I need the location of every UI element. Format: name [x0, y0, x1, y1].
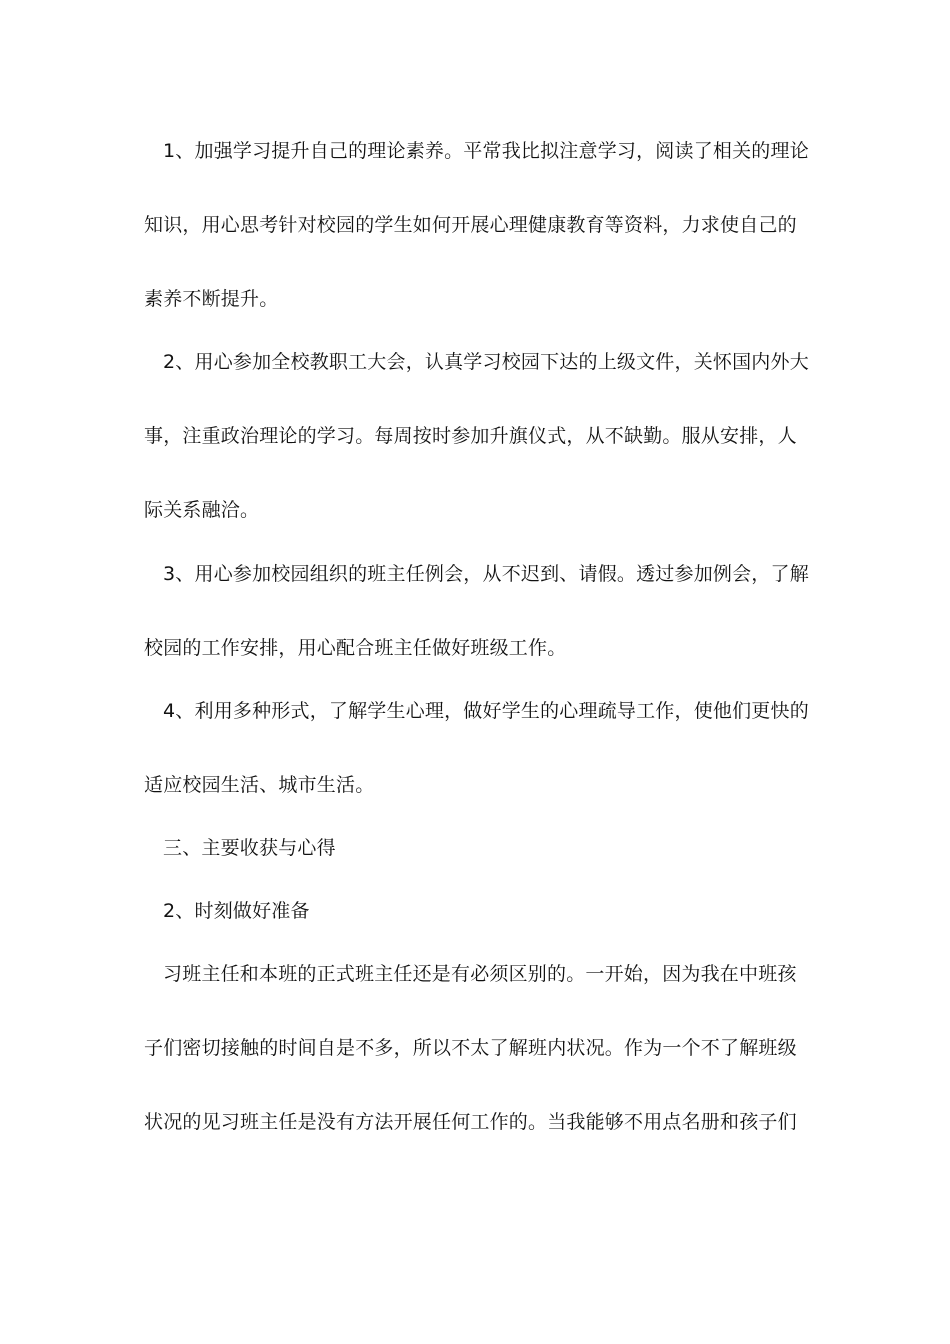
paragraph-5-line-2: 子们密切接触的时间自是不多，所以不太了解班内状况。作为一个不了解班级 [144, 1037, 797, 1059]
paragraph-5-line-1: 习班主任和本班的正式班主任还是有必须区别的。一开始，因为我在中班孩 [163, 963, 797, 985]
paragraph-3-line-2: 校园的工作安排，用心配合班主任做好班级工作。 [144, 637, 567, 659]
paragraph-4-line-2: 适应校园生活、城市生活。 [144, 774, 375, 796]
paragraph-2-line-3: 际关系融洽。 [144, 499, 260, 521]
paragraph-1-line-1: 1、加强学习提升自己的理论素养。平常我比拟注意学习，阅读了相关的理论 [163, 140, 809, 162]
subsection-heading: 2、时刻做好准备 [163, 900, 310, 922]
paragraph-5-line-3: 状况的见习班主任是没有方法开展任何工作的。当我能够不用点名册和孩子们 [144, 1111, 797, 1133]
paragraph-1-line-3: 素养不断提升。 [144, 288, 279, 310]
paragraph-2-line-1: 2、用心参加全校教职工大会，认真学习校园下达的上级文件，关怀国内外大 [163, 351, 809, 373]
paragraph-1-line-2: 知识，用心思考针对校园的学生如何开展心理健康教育等资料，力求使自己的 [144, 214, 797, 236]
paragraph-4-line-1: 4、利用多种形式，了解学生心理，做好学生的心理疏导工作，使他们更快的 [163, 700, 809, 722]
paragraph-3-line-1: 3、用心参加校园组织的班主任例会，从不迟到、请假。透过参加例会，了解 [163, 563, 809, 585]
section-heading: 三、主要收获与心得 [163, 837, 336, 859]
paragraph-2-line-2: 事，注重政治理论的学习。每周按时参加升旗仪式，从不缺勤。服从安排，人 [144, 425, 797, 447]
